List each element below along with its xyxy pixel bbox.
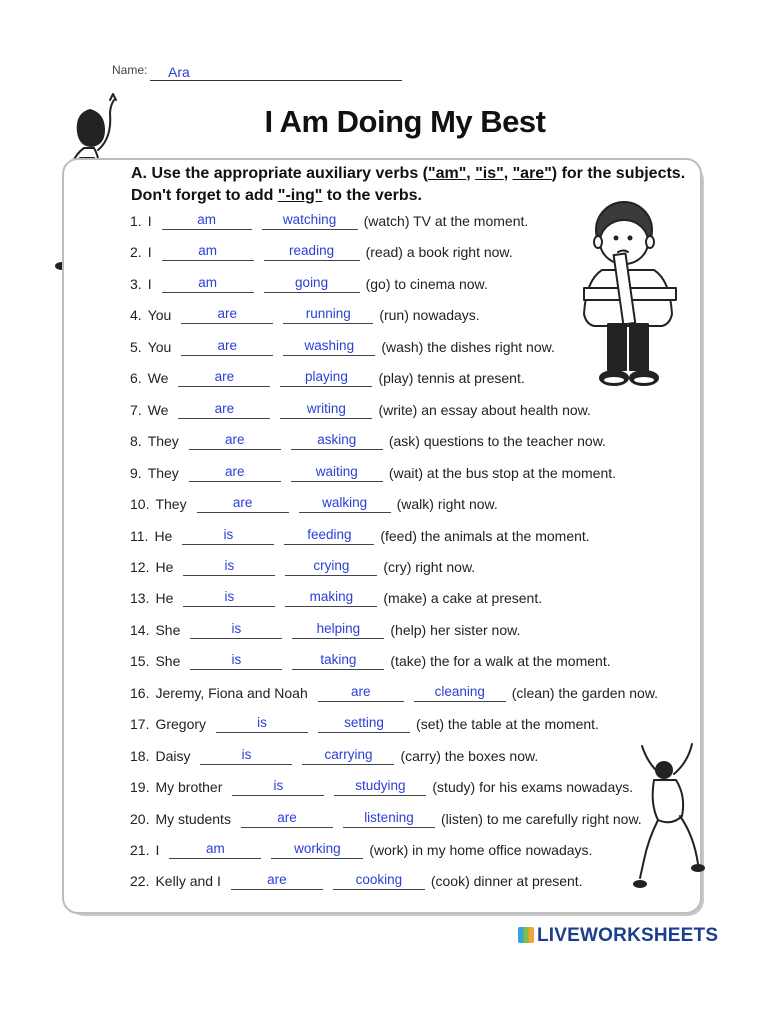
verb-ing-input[interactable]: asking <box>291 433 383 450</box>
aux-verb-input[interactable]: am <box>162 244 254 261</box>
verb-ing-input[interactable]: taking <box>292 653 384 670</box>
row-hint: (ask) questions to the teacher now. <box>388 433 606 450</box>
exercise-row <box>130 685 658 704</box>
row-number: 16. <box>130 684 150 701</box>
row-hint: (listen) to me carefully right now. <box>440 810 642 827</box>
exercise-row <box>130 465 616 484</box>
exercise-row <box>130 716 599 735</box>
row-number: 20. <box>130 810 150 827</box>
row-hint: (wash) the dishes right now. <box>381 338 555 355</box>
verb-ing-input[interactable]: reading <box>264 244 360 261</box>
exercise-row <box>130 528 590 547</box>
aux-verb-input[interactable]: are <box>197 496 289 513</box>
verb-ing-input[interactable]: crying <box>285 559 377 576</box>
row-subject: She <box>155 653 181 670</box>
row-number: 7. <box>130 401 142 418</box>
row-hint: (make) a cake at present. <box>383 590 543 607</box>
exercise-row <box>130 811 642 830</box>
verb-ing-input[interactable]: cleaning <box>414 685 506 702</box>
exercise-row <box>130 653 611 672</box>
row-subject: They <box>155 496 187 513</box>
verb-ing-input[interactable]: listening <box>343 811 435 828</box>
aux-verb-input[interactable]: is <box>182 528 274 545</box>
row-subject: I <box>147 213 152 229</box>
row-subject: My students <box>155 810 231 827</box>
row-hint: (walk) right now. <box>396 496 498 513</box>
row-subject: She <box>155 621 181 638</box>
worksheet-title: I Am Doing My Best <box>264 104 546 139</box>
exercise-row <box>130 244 513 263</box>
aux-verb-input[interactable]: are <box>189 465 281 482</box>
row-number: 18. <box>130 747 150 764</box>
row-hint: (take) the for a walk at the moment. <box>390 653 611 670</box>
row-number: 3. <box>130 275 142 292</box>
row-number: 8. <box>130 433 142 450</box>
row-hint: (work) in my home office nowadays. <box>369 842 593 858</box>
row-hint: (study) for his exams nowadays. <box>432 779 634 796</box>
row-subject: You <box>147 307 172 324</box>
verb-ing-input[interactable]: feeding <box>284 528 374 545</box>
exercise-row <box>130 402 591 421</box>
row-number: 6. <box>130 370 142 387</box>
name-input[interactable]: Ara <box>168 64 190 80</box>
row-number: 12. <box>130 558 150 575</box>
aux-verb-input[interactable]: are <box>181 307 273 324</box>
aux-verb-input[interactable]: is <box>216 716 308 733</box>
row-number: 1. <box>130 213 142 229</box>
aux-verb-input[interactable]: is <box>183 559 275 576</box>
verb-ing-input[interactable]: writing <box>280 402 372 419</box>
row-hint: (wait) at the bus stop at the moment. <box>388 464 617 481</box>
row-subject: He <box>155 590 174 607</box>
row-number: 14. <box>130 621 150 638</box>
aux-verb-input[interactable]: are <box>241 811 333 828</box>
exercise-row <box>130 842 592 861</box>
row-subject: I <box>155 842 160 858</box>
aux-verb-input[interactable]: am <box>162 213 252 230</box>
row-subject: We <box>147 401 169 418</box>
exercise-row <box>130 590 542 609</box>
verb-ing-input[interactable]: watching <box>262 213 358 230</box>
row-subject: My brother <box>155 779 223 796</box>
instructions: A. Use the appropriate auxiliary verbs ("am", "is", "are") for the subjects. Don't forget to add "-ing" to the verbs. <box>131 165 686 204</box>
verb-ing-input[interactable]: making <box>285 590 377 607</box>
aux-verb-input[interactable]: am <box>162 276 254 293</box>
liveworksheets-logo-icon <box>518 927 534 943</box>
aux-verb-input[interactable]: is <box>190 622 282 639</box>
row-hint: (read) a book right now. <box>365 244 513 261</box>
exercise-row <box>130 496 498 515</box>
exercise-row <box>130 873 583 892</box>
exercise-row <box>130 213 528 232</box>
row-hint: (set) the table at the moment. <box>416 716 599 733</box>
row-hint: (write) an essay about health now. <box>378 401 591 418</box>
aux-verb-input[interactable]: are <box>231 873 323 890</box>
aux-verb-input[interactable]: am <box>169 842 261 859</box>
row-number: 15. <box>130 653 150 670</box>
row-subject: I <box>147 244 152 261</box>
row-number: 19. <box>130 779 150 796</box>
row-subject: They <box>147 464 179 481</box>
row-subject: Gregory <box>155 716 207 733</box>
liveworksheets-logo-text: LIVEWORKSHEETS <box>537 925 719 946</box>
row-subject: He <box>154 527 173 544</box>
verb-ing-input[interactable]: setting <box>318 716 410 733</box>
verb-ing-input[interactable]: washing <box>283 339 375 356</box>
row-number: 2. <box>130 244 142 261</box>
aux-verb-input[interactable]: is <box>232 779 324 796</box>
aux-verb-input[interactable]: is <box>183 590 275 607</box>
exercise-row <box>130 622 520 641</box>
verb-ing-input[interactable]: working <box>271 842 363 859</box>
liveworksheets-logo <box>518 925 718 947</box>
verb-ing-input[interactable]: playing <box>280 370 372 387</box>
row-number: 5. <box>130 338 142 355</box>
row-hint: (help) her sister now. <box>390 621 521 638</box>
row-subject: He <box>155 558 174 575</box>
row-number: 21. <box>130 842 150 858</box>
row-subject: We <box>147 370 169 387</box>
boy-holding-ruler-illustration <box>578 196 680 396</box>
row-subject: Kelly and I <box>155 873 221 890</box>
row-subject: You <box>147 338 172 355</box>
aux-verb-input[interactable]: is <box>200 748 292 765</box>
row-subject: Jeremy, Fiona and Noah <box>155 684 308 701</box>
name-line <box>150 80 402 81</box>
row-hint: (play) tennis at present. <box>378 370 525 387</box>
row-hint: (go) to cinema now. <box>365 275 488 292</box>
verb-ing-input[interactable]: going <box>264 276 360 293</box>
row-subject: They <box>147 433 179 450</box>
verb-ing-input[interactable]: studying <box>334 779 426 796</box>
row-hint: (feed) the animals at the moment. <box>380 527 590 544</box>
aux-verb-input[interactable]: are <box>181 339 273 356</box>
row-number: 9. <box>130 464 142 481</box>
name-label: Name: <box>112 63 148 77</box>
exercise-row <box>130 559 475 578</box>
row-hint: (run) nowadays. <box>379 307 480 324</box>
aux-verb-input[interactable]: are <box>178 402 270 419</box>
row-number: 22. <box>130 873 150 890</box>
verb-ing-input[interactable]: helping <box>292 622 384 639</box>
verb-ing-input[interactable]: walking <box>299 496 391 513</box>
row-number: 11. <box>130 527 149 544</box>
row-number: 17. <box>130 716 150 733</box>
aux-verb-input[interactable]: are <box>318 685 404 702</box>
row-subject: Daisy <box>155 747 191 764</box>
exercise-row <box>130 433 606 452</box>
row-number: 13. <box>130 590 150 607</box>
exercise-row <box>130 370 525 389</box>
row-subject: I <box>147 275 152 292</box>
exercise-row <box>130 779 633 798</box>
aux-verb-input[interactable]: are <box>178 370 270 387</box>
aux-verb-input[interactable]: are <box>189 433 281 450</box>
row-hint: (watch) TV at the moment. <box>363 213 529 229</box>
exercise-row <box>130 339 555 358</box>
exercise-row <box>130 276 488 295</box>
verb-ing-input[interactable]: cooking <box>333 873 425 890</box>
verb-ing-input[interactable]: running <box>283 307 373 324</box>
row-number: 10. <box>130 496 150 513</box>
row-hint: (carry) the boxes now. <box>400 747 539 764</box>
exercise-row <box>130 307 480 326</box>
row-hint: (clean) the garden now. <box>511 684 659 701</box>
verb-ing-input[interactable]: carrying <box>302 748 394 765</box>
row-hint: (cry) right now. <box>383 558 476 575</box>
verb-ing-input[interactable]: waiting <box>291 465 383 482</box>
exercise-row <box>130 748 538 767</box>
row-number: 4. <box>130 307 142 324</box>
row-hint: (cook) dinner at present. <box>430 873 583 890</box>
aux-verb-input[interactable]: is <box>190 653 282 670</box>
